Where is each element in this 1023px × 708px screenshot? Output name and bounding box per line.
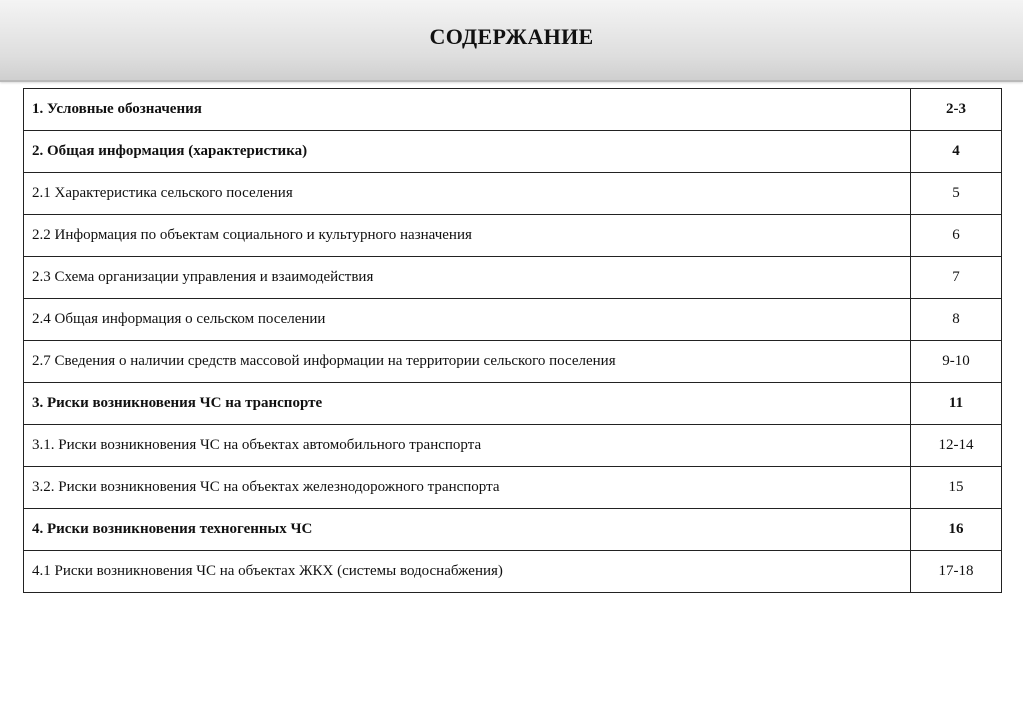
toc-item-pages: 8 — [911, 299, 1002, 341]
toc-item-title: 3.1. Риски возникновения ЧС на объектах автомобильного транспорта — [24, 425, 911, 467]
table-row[interactable] — [24, 551, 1002, 593]
table-row[interactable] — [24, 131, 1002, 173]
table-row[interactable] — [24, 89, 1002, 131]
toc-item-title: 3.2. Риски возникновения ЧС на объектах железнодорожного транспорта — [24, 467, 911, 509]
toc-item-title: 1. Условные обозначения — [24, 89, 911, 131]
toc-item-pages: 16 — [911, 509, 1002, 551]
table-row[interactable] — [24, 299, 1002, 341]
header-bar — [0, 0, 1023, 82]
toc-item-title: 2. Общая информация (характеристика) — [24, 131, 911, 173]
toc-item-title: 4. Риски возникновения техногенных ЧС — [24, 509, 911, 551]
toc-item-pages: 17-18 — [911, 551, 1002, 593]
toc-item-pages: 7 — [911, 257, 1002, 299]
table-row[interactable] — [24, 425, 1002, 467]
toc-item-pages: 15 — [911, 467, 1002, 509]
toc-item-pages: 2-3 — [911, 89, 1002, 131]
page-title: СОДЕРЖАНИЕ — [429, 24, 594, 49]
table-row[interactable] — [24, 215, 1002, 257]
toc-item-pages: 4 — [911, 131, 1002, 173]
table-of-contents — [23, 88, 1002, 593]
toc-item-title: 2.3 Схема организации управления и взаимодействия — [24, 257, 911, 299]
toc-item-title: 2.4 Общая информация о сельском поселении — [24, 299, 911, 341]
table-row[interactable] — [24, 173, 1002, 215]
table-row[interactable] — [24, 467, 1002, 509]
toc-item-pages: 6 — [911, 215, 1002, 257]
table-row[interactable] — [24, 341, 1002, 383]
toc-body — [24, 89, 1002, 593]
toc-item-pages: 12-14 — [911, 425, 1002, 467]
table-row[interactable] — [24, 383, 1002, 425]
toc-item-title: 2.2 Информация по объектам социального и культурного назначения — [24, 215, 911, 257]
toc-item-pages: 5 — [911, 173, 1002, 215]
toc-item-pages: 9-10 — [911, 341, 1002, 383]
toc-item-title: 4.1 Риски возникновения ЧС на объектах ЖКХ (системы водоснабжения) — [24, 551, 911, 593]
table-row[interactable] — [24, 257, 1002, 299]
toc-item-title: 2.7 Сведения о наличии средств массовой информации на территории сельского поселения — [24, 341, 911, 383]
toc-item-title: 2.1 Характеристика сельского поселения — [24, 173, 911, 215]
toc-item-pages: 11 — [911, 383, 1002, 425]
table-row[interactable] — [24, 509, 1002, 551]
toc-item-title: 3. Риски возникновения ЧС на транспорте — [24, 383, 911, 425]
